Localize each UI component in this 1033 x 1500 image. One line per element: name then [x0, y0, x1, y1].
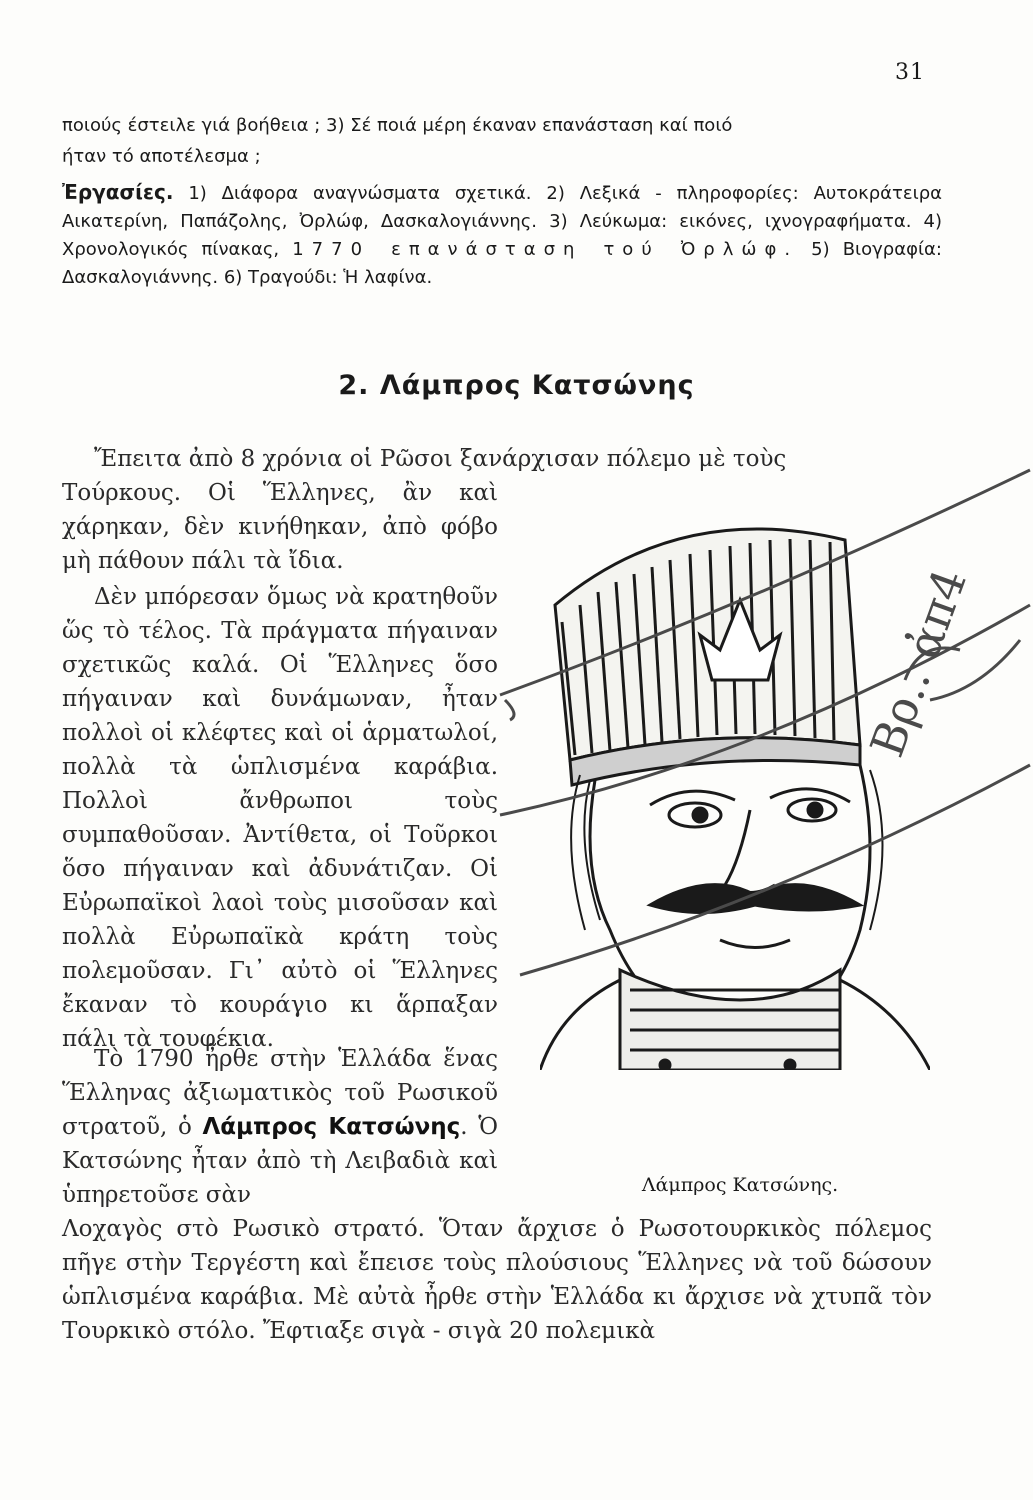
- tasks-text-b: 5) Βιογραφία: Δασκαλογιάννης. 6) Τραγούδι: Ἡ λαφίνα.: [62, 239, 942, 288]
- full-width-paragraph: Λοχαγὸς στὸ Ρωσικὸ στρατό. Ὅταν ἄρχισε ὁ Ρωσοτουρκικὸς πόλεμος πῆγε στὴν Τεργέστη καὶ ἔπεισε τοὺς πλούσιους Ἕλληνες νὰ τοῦ δώσουν ὡπλισμένα καράβια. Μὲ αὐτὰ ἦρθε στὴν Ἑλλάδα κι ἄρχισε νὰ χτυπᾶ τὸν Τουρκικὸ στόλο. Ἔφτιαξε σιγὰ - σιγὰ 20 πολεμικὰ: [62, 1216, 932, 1344]
- paragraph-2: Δὲν μπόρεσαν ὅμως νὰ κρατηθοῦν ὥς τὸ τέλος. Τὰ πράγματα πήγαιναν σχετικῶς καλά. Οἱ Ἕλληνες ὅσο πήγαιναν καὶ δυνάμωναν, ἦταν πολλοὶ οἱ κλέφτες καὶ οἱ ἁρματωλοί, πολλὰ τὰ ὡπλισμένα καράβια. Πολλοὶ ἄνθρωποι τοὺς συμπαθοῦσαν. Ἀντίθετα, οἱ Τοῦρκοι ὅσο πήγαιναν καὶ ἀδυνάτιζαν. Οἱ Εὐρωπαϊκοὶ λαοὶ τοὺς μισοῦσαν καὶ πολλὰ Εὐρωπαϊκὰ κράτη τοὺς πολεμοῦσαν. Γι᾿ αὐτὸ οἱ Ἕλληνες ἔκαναν τὸ κουράγιο κι ἅρπαξαν πάλι τὰ τουφέκια.: [62, 584, 498, 1052]
- intro-line: [62, 442, 932, 476]
- text-column-paragraph-2: [62, 580, 498, 1056]
- questions-line-1: ποιούς έστειλε γιά βοήθεια ; 3) Σέ ποιά μέρη έκαναν επανάσταση καί ποιό: [62, 115, 733, 136]
- tasks-text-spaced: 1770 επανάσταση τού Ὀρλώφ.: [292, 239, 799, 260]
- text-column-paragraph-1: [62, 476, 498, 578]
- paragraph-1-continuation: Τούρκους. Οἱ Ἕλληνες, ἂν καὶ χάρηκαν, δὲν κινήθηκαν, ἀπὸ φόβο μὴ πάθουν πάλι τὰ ἴδια.: [62, 480, 498, 574]
- previous-questions-paragraph: [62, 110, 942, 172]
- text-column-paragraph-3: [62, 1042, 498, 1212]
- tasks-heading: Ἐργασίες.: [62, 180, 174, 204]
- paragraph-3-text-b: . Ὁ Κατσώνης ἦταν ἀπὸ τὴ Λειβαδιὰ καὶ ὑπηρετοῦσε σὰν: [62, 1114, 499, 1208]
- tasks-paragraph: [62, 178, 942, 292]
- katsonis-name-bold: Λάμπρος Κατσώνης: [202, 1114, 461, 1140]
- page-number: 31: [895, 60, 925, 85]
- paragraph-3: [62, 1042, 498, 1212]
- paragraph-3-text-a: Τὸ 1790 ἦρθε στὴν Ἑλλάδα ἕνας Ἕλληνας ἀξιωματικὸς τοῦ Ρωσικοῦ στρατοῦ, ὁ: [62, 1046, 498, 1140]
- portrait-illustration: [540, 510, 930, 1070]
- section-title: 2. Λάμπρος Κατσώνης: [338, 370, 695, 401]
- questions-line-2: ήταν τό αποτέλεσμα ;: [62, 146, 261, 167]
- tasks-text-a: 1) Διάφορα αναγνώσματα σχετικά. 2) Λεξικά - πληροφορίες: Αυτοκράτειρα Αικατερίνη, Παπάζολης, Ὀρλώφ, Δασκαλογιάννης. 3) Λεύκωμα: εικόνες, ιχνογραφήματα. 4) Χρονολογικός πίνακας,: [62, 183, 942, 260]
- portrait-caption: Λάμπρος Κατσώνης.: [641, 1174, 839, 1196]
- handwritten-note: Βρ.. ἀπ4: [859, 561, 978, 764]
- intro-line-text: Ἔπειτα ἀπὸ 8 χρόνια οἱ Ρῶσοι ξανάρχισαν πόλεμο μὲ τοὺς: [94, 446, 787, 472]
